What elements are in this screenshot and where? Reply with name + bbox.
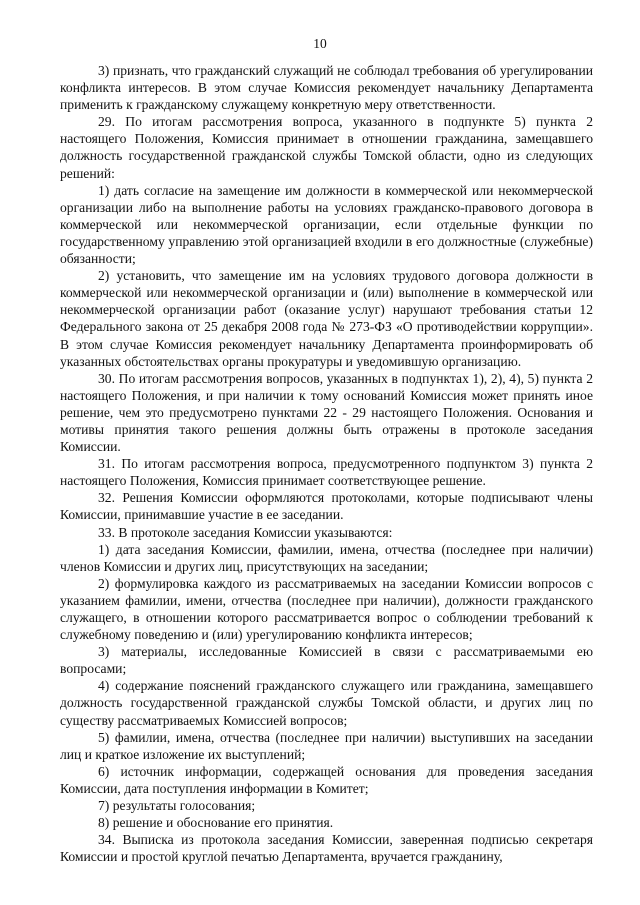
paragraph-33-8: 8) решение и обоснование его принятия. bbox=[98, 815, 334, 831]
paragraph-33-7: 7) результаты голосования; bbox=[98, 798, 256, 814]
paragraph-33-6: 6) источник информации, содержащей основания для проведения заседания Комиссии, дата поступления информации в Комитет; bbox=[60, 763, 593, 796]
paragraph-29-1: 1) дать согласие на замещение им должности в коммерческой или некоммерческой организации либо на выполнение работы на условиях гражданско-правового договора в коммерческой или некоммерческой организации, если отдельные функции по государственному управлению этой организацией входили в его должностные (служебные) обязанности; bbox=[60, 182, 593, 267]
paragraph-32: 32. Решения Комиссии оформляются протоколами, которые подписывают члены Комиссии, принимавшие участие в ее заседании. bbox=[60, 490, 593, 523]
paragraph-30: 30. По итогам рассмотрения вопросов, указанных в подпунктах 1), 2), 4), 5) пункта 2 настоящего Положения, и при наличии к тому оснований Комиссия может принять иное решение, чем это предусмотрено пунктами 22 - 29 настоящего Положения. Основания и мотивы принятия такого решения должны быть отражены в протоколе заседания Комиссии. bbox=[60, 370, 593, 455]
paragraph-31: 31. По итогам рассмотрения вопроса, предусмотренного подпунктом 3) пункта 2 настоящего Положения, Комиссия принимает соответствующее решение. bbox=[60, 456, 593, 489]
document-body bbox=[60, 62, 593, 865]
paragraph-33-2: 2) формулировка каждого из рассматриваемых на заседании Комиссии вопросов с указанием фамилии, имени, отчества (последнее при наличии), должности гражданского служащего, в отношении которого рассматривается вопрос о соблюдении требований к служебному поведению и (или) урегулированию конфликта интересов; bbox=[60, 575, 593, 643]
paragraph-34: 34. Выписка из протокола заседания Комиссии, заверенная подписью секретаря Комиссии и простой круглой печатью Департамента, вручается гражданину, bbox=[60, 832, 593, 865]
paragraph-33-3: 3) материалы, исследованные Комиссией в связи с рассматриваемыми ею вопросами; bbox=[60, 644, 593, 677]
paragraph-33: 33. В протоколе заседания Комиссии указываются: bbox=[98, 524, 393, 540]
paragraph-29-2: 2) установить, что замещение им на условиях трудового договора должности в коммерческой или некоммерческой организации и (или) выполнение в коммерческой или некоммерческой организации работ (оказание услуг) нарушают требования статьи 12 Федерального закона от 25 декабря 2008 года № 273-ФЗ «О противодействии коррупции». В этом случае Комиссия рекомендует начальнику Департамента проинформировать об указанных обстоятельствах органы прокуратуры и уведомившую организацию. bbox=[60, 268, 593, 369]
paragraph-33-4: 4) содержание пояснений гражданского служащего или гражданина, замещавшего должность государственной гражданской службы Томской области, и других лиц по существу рассматриваемых Комиссией вопросов; bbox=[60, 678, 593, 728]
paragraph-28-3: 3) признать, что гражданский служащий не соблюдал требования об урегулировании конфликта интересов. В этом случае Комиссия рекомендует начальнику Департамента применить к гражданскому служащему конкретную меру ответственности. bbox=[60, 63, 593, 113]
paragraph-33-5: 5) фамилии, имена, отчества (последнее при наличии) выступивших на заседании лиц и краткое изложение их выступлений; bbox=[60, 729, 593, 762]
page-number: 10 bbox=[313, 36, 327, 51]
paragraph-33-1: 1) дата заседания Комиссии, фамилии, имена, отчества (последнее при наличии) членов Комиссии и других лиц, присутствующих на заседании; bbox=[60, 541, 593, 574]
paragraph-29: 29. По итогам рассмотрения вопроса, указанного в подпункте 5) пункта 2 настоящего Положения, Комиссия принимает в отношении гражданина, замещавшего должность государственной гражданской службы Томской области, одно из следующих решений: bbox=[60, 114, 593, 181]
